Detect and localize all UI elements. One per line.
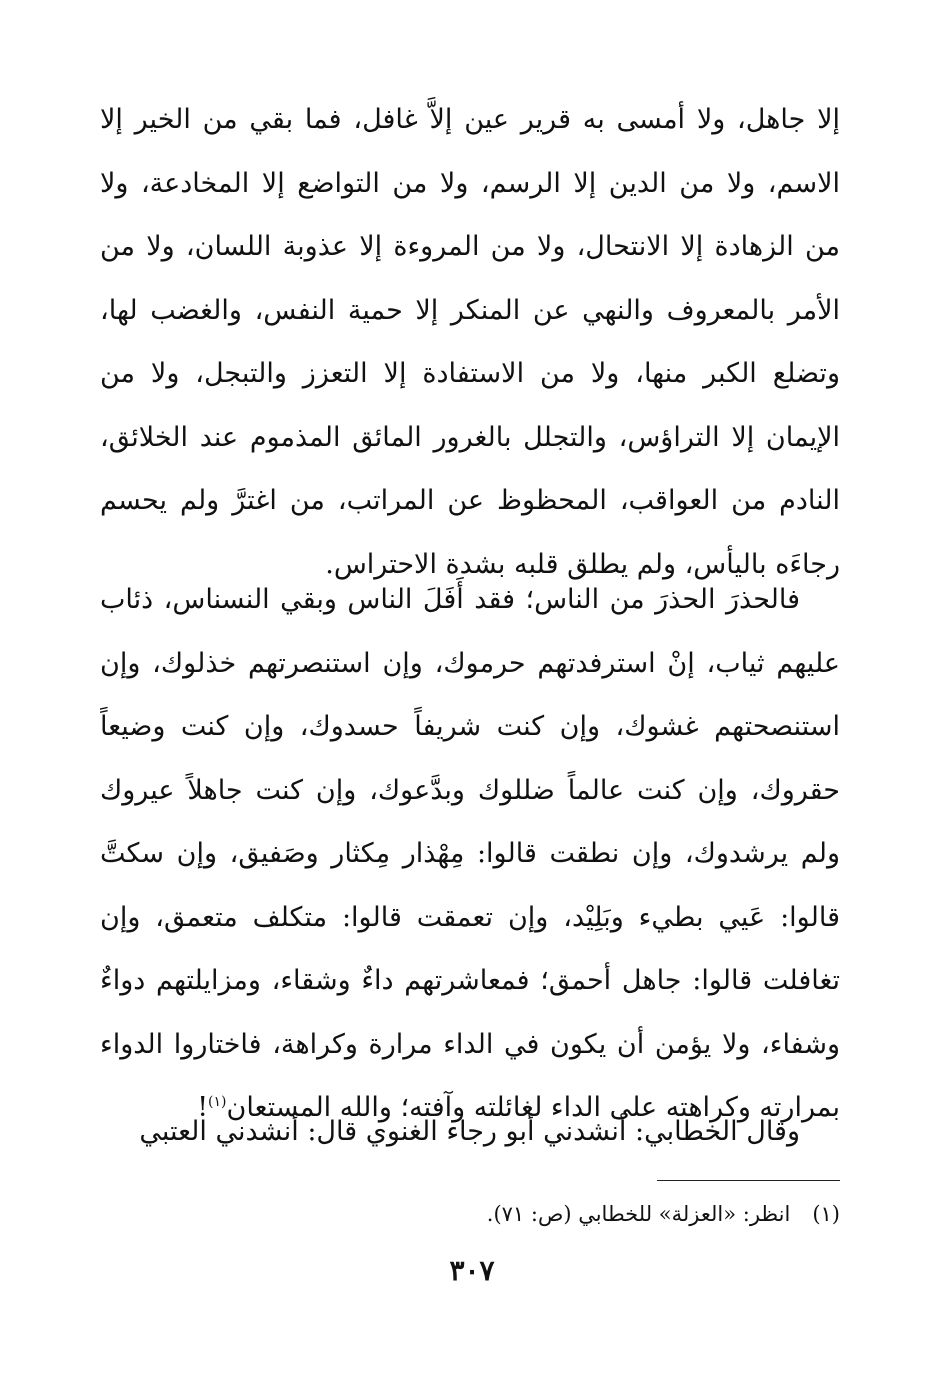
text-line: الإيمان إلا التراؤس، والتجلل بالغرور المائق المذموم عند الخلائق، [100,421,840,453]
text-line: حقروك، وإن كنت عالماً ضللوك وبدَّعوك، وإن كنت جاهلاً عيروك [100,774,840,806]
text-line: وتضلع الكبر منها، ولا من الاستفادة إلا التعزز والتبجل، ولا من [100,358,840,389]
paragraph-2 [100,568,840,1140]
text-line: من الزهادة إلا الانتحال، ولا من المروءة إلا عذوبة اللسان، ولا من [100,231,840,262]
closing-punctuation: ! [197,1092,209,1123]
paragraph-3 [100,1100,840,1164]
text-line: استنصحتهم غشوك، وإن كنت شريفاً حسدوك، وإن كنت وضيعاً [100,711,840,742]
text-line: رجاءَه باليأس، ولم يطلق قلبه بشدة الاحتراس. [325,548,840,580]
footnote-marker: (١) [208,1094,227,1110]
text-line: قالوا: عَيي بطيء وبَلِيْد، وإن تعمقت قالوا: متكلف متعمق، وإن [100,901,840,933]
page-number: ٣٠٧ [449,1254,495,1287]
text-line: عليهم ثياب، إنْ استرفدتهم حرموك، وإن استنصرتهم خذلوك، وإن [100,647,840,679]
paragraph-1 [100,88,840,596]
text-line: وقال الخطابي: أنشدني أبو رجاء الغنوي قال: أنشدني العتبي [139,1116,800,1147]
text-line: بمرارته وكراهته على الداء لغائلته وآفته؛ والله المستعان [226,1092,840,1123]
text-line: تغافلت قالوا: جاهل أحمق؛ فمعاشرتهم داءٌ وشقاء، ومزايلتهم دواءٌ [100,965,840,996]
footnote-text: انظر: «العزلة» للخطابي (ص: ٧١). [486,1202,791,1226]
text-line: إلا جاهل، ولا أمسى به قرير عين إلاَّ غافل، فما بقي من الخير إلا [100,104,840,135]
text-line: فالحذرَ الحذرَ من الناس؛ فقد أَفَلَ الناس وبقي النسناس، ذئاب [100,584,800,615]
text-line: الأمر بالمعروف والنهي عن المنكر إلا حمية النفس، والغضب لها، [100,294,840,326]
footnote-number: (١) [812,1202,840,1226]
text-line: النادم من العواقب، المحظوظ عن المراتب، من اغترَّ ولم يحسم [100,485,840,516]
text-line: وشفاء، ولا يؤمن أن يكون في الداء مرارة وكراهة، فاختاروا الدواء [100,1028,840,1060]
footnote-separator [657,1180,840,1181]
text-line: ولم يرشدوك، وإن نطقت قالوا: مِهْذار مِكثار وصَفيق، وإن سكتَّ [100,838,840,869]
text-line: الاسم، ولا من الدين إلا الرسم، ولا من التواضع إلا المخادعة، ولا [100,167,840,199]
footnote [140,1194,840,1234]
